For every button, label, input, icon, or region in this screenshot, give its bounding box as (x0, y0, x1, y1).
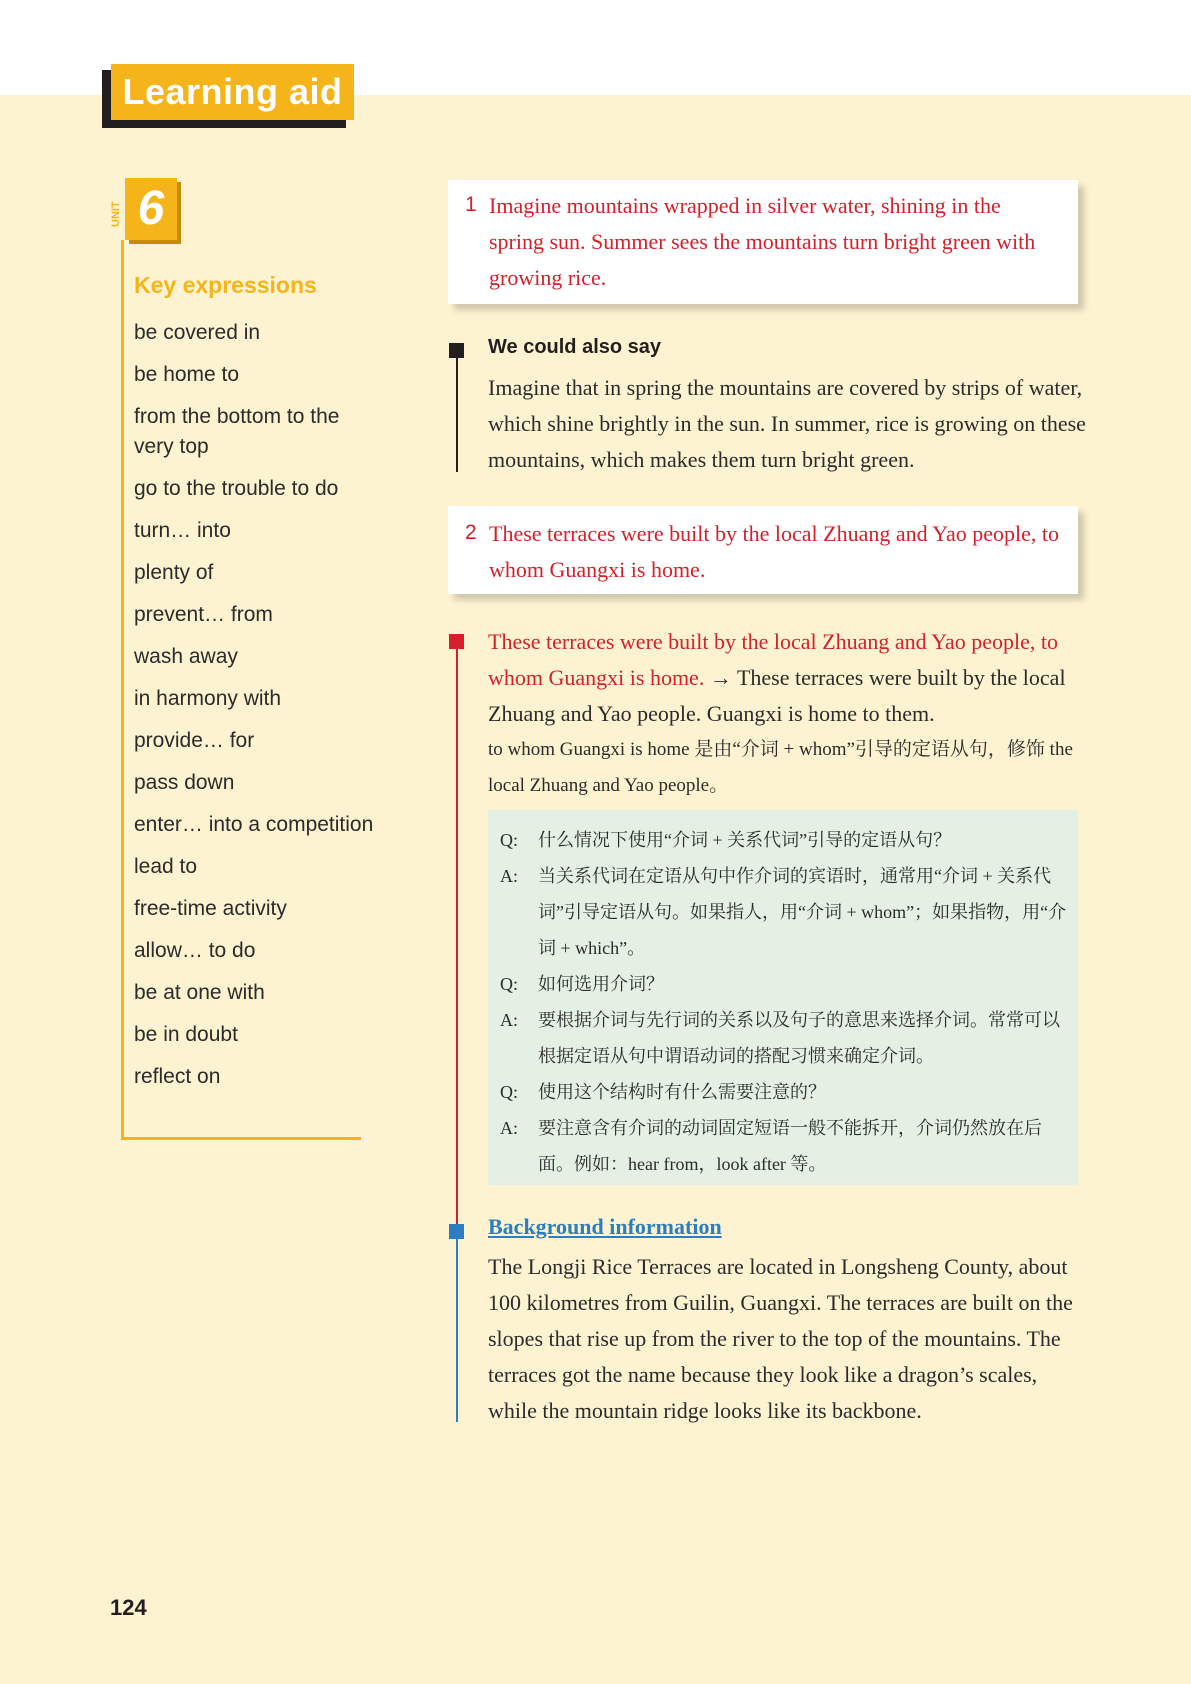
background-title: Background information (488, 1214, 722, 1239)
key-expression-item: be home to (134, 363, 240, 386)
qa-box (488, 810, 1078, 1185)
key-expression-item: free-time activity (134, 897, 287, 920)
qa-list (500, 822, 1070, 1182)
blue-rule (456, 1231, 458, 1422)
qa-item (500, 858, 1070, 966)
qa-tag: A: (500, 866, 518, 886)
qa-tag: Q: (500, 1082, 518, 1102)
qa-item (500, 966, 1070, 1002)
key-expression-item: provide… for (134, 729, 255, 752)
qa-text: 要根据介词与先行词的关系以及句子的意思来选择介词。常常可以根据定语从句中谓语动词的搭配习惯来确定介词。 (538, 1010, 1060, 1066)
qa-item (500, 1110, 1070, 1182)
qa-item (500, 822, 1070, 858)
example-sentence-2 (448, 506, 1078, 594)
qa-item (500, 1074, 1070, 1110)
qa-text: 使用这个结构时有什么需要注意的？ (538, 1082, 826, 1102)
sidebar-rule (121, 240, 124, 1140)
key-expression-item: prevent… from (134, 603, 273, 626)
learning-aid-tag (102, 64, 352, 124)
example-number: 1 (465, 193, 477, 216)
key-expression-item: reflect on (134, 1065, 221, 1088)
qa-tag: A: (500, 1118, 518, 1138)
qa-text: 如何选用介词？ (538, 974, 664, 994)
qa-item (500, 1002, 1070, 1074)
key-expression-item: be covered in (134, 321, 261, 344)
key-expression-item: lead to (134, 855, 198, 878)
key-expression-item: in harmony with (134, 687, 282, 710)
unit-badge (110, 178, 190, 248)
key-expression-item: turn… into (134, 519, 231, 542)
background-text: The Longji Rice Terraces are located in Longsheng County, about 100 kilometres from Guilin, Guangxi. The terraces are built on the slopes that rise up from the river to the top of the mountains. The terraces got the name because they look like a dragon’s scales, while the mountain ridge looks like its backbone. (488, 1254, 1073, 1423)
key-expression-item: plenty of (134, 561, 214, 584)
example-text: These terraces were built by the local Zhuang and Yao people, to whom Guangxi is home. (489, 521, 1059, 582)
example-number: 2 (465, 521, 477, 544)
unit-label: UNIT (110, 201, 122, 227)
key-expression-item: wash away (134, 645, 238, 668)
qa-text: 要注意含有介词的动词固定短语一般不能拆开，介词仍然放在后面。例如：hear from，look after 等。 (538, 1118, 1042, 1174)
sidebar-bottom-rule (121, 1137, 361, 1140)
page-title: Learning aid (111, 64, 354, 120)
arrow-icon: → (704, 665, 737, 690)
key-expressions-title: Key expressions (134, 272, 317, 298)
black-rule (456, 350, 458, 472)
qa-tag: Q: (500, 830, 518, 850)
key-expression-item: pass down (134, 771, 235, 794)
grammar-note: to whom Guangxi is home 是由“介词 + whom”引导的定语从句，修饰 the local Zhuang and Yao people。 (488, 739, 1073, 796)
grammar-rewrite: These terraces were built by the local Zhuang and Yao people. Guangxi is home to them. (488, 665, 1066, 726)
key-expression-item: be in doubt (134, 1023, 238, 1046)
key-expression-item: go to the trouble to do (134, 477, 339, 500)
key-expression-item: be at one with (134, 981, 265, 1004)
qa-tag: Q: (500, 974, 518, 994)
example-text: Imagine mountains wrapped in silver water, shining in the spring sun. Summer sees the mountains turn bright green with growing rice. (489, 193, 1036, 290)
qa-tag: A: (500, 1010, 518, 1030)
also-say-title: We could also say (488, 336, 662, 358)
grammar-quote: These terraces were built by the local Zhuang and Yao people, to whom Guangxi is home. (488, 629, 1058, 690)
unit-number: 6 (125, 178, 177, 240)
qa-text: 什么情况下使用“介词 + 关系代词”引导的定语从句？ (538, 830, 952, 850)
grammar-explanation (488, 624, 1088, 732)
also-say-text: Imagine that in spring the mountains are covered by strips of water, which shine brightly in the sun. In summer, rice is growing on these mountains, which makes them turn bright green. (488, 375, 1086, 472)
key-expressions-list (134, 318, 374, 1104)
red-rule (456, 641, 458, 1229)
qa-text: 当关系代词在定语从句中作介词的宾语时，通常用“介词 + 关系代词”引导定语从句。如果指人，用“介词 + whom”；如果指物，用“介词 + which”。 (538, 866, 1067, 958)
key-expression-item: allow… to do (134, 939, 256, 962)
page-number: 124 (110, 1595, 147, 1620)
example-sentence-1 (448, 180, 1078, 304)
key-expression-item: enter… into a competition (134, 813, 374, 836)
key-expression-item: from the bottom to the very top (134, 405, 340, 458)
